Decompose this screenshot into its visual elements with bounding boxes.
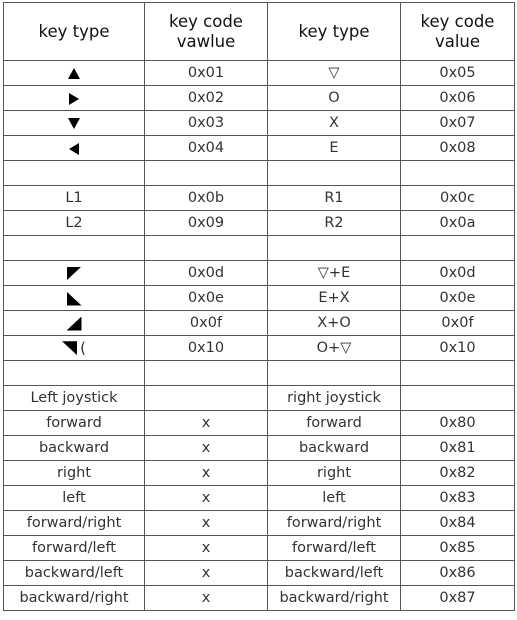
key-code-cell: x: [145, 561, 268, 586]
table-row: [4, 261, 515, 286]
key-type-cell: O: [268, 86, 401, 111]
table-row: [4, 436, 515, 461]
table-row: [4, 511, 515, 536]
key-type-cell: ▽: [268, 61, 401, 86]
blank-cell: [4, 361, 145, 386]
blank-cell: [401, 386, 515, 411]
key-code-cell: 0x06: [401, 86, 515, 111]
header-key-type-left: key type: [4, 3, 145, 61]
key-code-cell: 0x81: [401, 436, 515, 461]
joystick-direction-cell: left: [4, 486, 145, 511]
header-key-code-left: key code vawlue: [145, 3, 268, 61]
header-key-type-right: key type: [268, 3, 401, 61]
key-code-cell: x: [145, 461, 268, 486]
key-type-cell: [4, 136, 145, 161]
key-code-cell: 0x0a: [401, 211, 515, 236]
key-code-cell: 0x0e: [401, 286, 515, 311]
key-code-cell: 0x83: [401, 486, 515, 511]
blank-row: [4, 236, 515, 261]
table-row: [4, 461, 515, 486]
key-type-cell: R1: [268, 186, 401, 211]
joystick-direction-cell: forward: [268, 411, 401, 436]
header-key-code-right: key code value: [401, 3, 515, 61]
key-code-cell: x: [145, 586, 268, 611]
triangle-up-icon: [68, 68, 80, 79]
joystick-direction-cell: forward: [4, 411, 145, 436]
key-code-cell: 0x84: [401, 511, 515, 536]
blank-cell: [401, 361, 515, 386]
blank-cell: [4, 161, 145, 186]
table-row: [4, 311, 515, 336]
joystick-direction-cell: right: [268, 461, 401, 486]
joystick-direction-cell: backward: [268, 436, 401, 461]
blank-cell: [401, 236, 515, 261]
triangle-left-icon: [69, 143, 79, 155]
table-row: [4, 411, 515, 436]
key-code-cell: 0x10: [145, 336, 268, 361]
header-row: [4, 3, 515, 61]
blank-cell: [145, 361, 268, 386]
key-code-cell: 0x0f: [145, 311, 268, 336]
blank-cell: [4, 236, 145, 261]
key-code-cell: x: [145, 436, 268, 461]
key-code-cell: x: [145, 411, 268, 436]
triangle-down-icon: [68, 118, 80, 129]
key-type-cell: [4, 286, 145, 311]
joystick-direction-cell: backward/right: [4, 586, 145, 611]
blank-cell: [268, 236, 401, 261]
key-type-cell: [4, 61, 145, 86]
blank-row: [4, 361, 515, 386]
corner-bottom-right-icon: [67, 317, 82, 331]
key-type-cell: [4, 311, 145, 336]
key-code-cell: 0x01: [145, 61, 268, 86]
key-type-cell: X+O: [268, 311, 401, 336]
joystick-title-row: [4, 386, 515, 411]
joystick-direction-cell: backward: [4, 436, 145, 461]
blank-row: [4, 161, 515, 186]
joystick-direction-cell: backward/left: [4, 561, 145, 586]
key-type-cell: [4, 261, 145, 286]
blank-cell: [145, 161, 268, 186]
table-row: [4, 136, 515, 161]
left-joystick-title: Left joystick: [4, 386, 145, 411]
joystick-direction-cell: forward/left: [4, 536, 145, 561]
key-code-cell: 0x09: [145, 211, 268, 236]
key-type-cell: ▽+E: [268, 261, 401, 286]
table-row: [4, 86, 515, 111]
key-type-cell: E+X: [268, 286, 401, 311]
key-code-cell: 0x0f: [401, 311, 515, 336]
key-code-cell: 0x0c: [401, 186, 515, 211]
key-code-cell: x: [145, 536, 268, 561]
joystick-direction-cell: forward/left: [268, 536, 401, 561]
key-type-cell: R2: [268, 211, 401, 236]
key-code-cell: 0x0e: [145, 286, 268, 311]
blank-cell: [145, 236, 268, 261]
joystick-direction-cell: left: [268, 486, 401, 511]
key-code-cell: 0x86: [401, 561, 515, 586]
key-code-cell: 0x04: [145, 136, 268, 161]
corner-top-right-icon: [62, 341, 77, 355]
table-row: [4, 186, 515, 211]
table-row: [4, 286, 515, 311]
right-joystick-title: right joystick: [268, 386, 401, 411]
key-code-cell: 0x87: [401, 586, 515, 611]
blank-cell: [268, 161, 401, 186]
blank-cell: [401, 161, 515, 186]
key-type-cell: [4, 86, 145, 111]
paren-text: (: [80, 339, 86, 358]
table-row: [4, 111, 515, 136]
key-type-cell: [4, 336, 145, 361]
key-code-table: [3, 2, 515, 611]
key-code-cell: 0x85: [401, 536, 515, 561]
joystick-direction-cell: backward/right: [268, 586, 401, 611]
key-code-cell: 0x0d: [145, 261, 268, 286]
corner-bottom-left-icon: [67, 292, 82, 306]
key-code-cell: 0x0b: [145, 186, 268, 211]
table-row: [4, 561, 515, 586]
key-code-cell: 0x82: [401, 461, 515, 486]
key-code-cell: 0x10: [401, 336, 515, 361]
table-row: [4, 586, 515, 611]
table-row: [4, 211, 515, 236]
table-row: [4, 61, 515, 86]
key-code-cell: 0x07: [401, 111, 515, 136]
joystick-direction-cell: backward/left: [268, 561, 401, 586]
table-row: [4, 536, 515, 561]
key-code-cell: x: [145, 511, 268, 536]
key-code-cell: x: [145, 486, 268, 511]
key-type-cell: O+▽: [268, 336, 401, 361]
key-code-cell: 0x02: [145, 86, 268, 111]
key-type-cell: L2: [4, 211, 145, 236]
joystick-direction-cell: forward/right: [4, 511, 145, 536]
table-row: [4, 486, 515, 511]
key-type-cell: X: [268, 111, 401, 136]
blank-cell: [145, 386, 268, 411]
key-code-cell: 0x80: [401, 411, 515, 436]
table-row: [4, 336, 515, 361]
key-type-cell: L1: [4, 186, 145, 211]
key-code-cell: 0x08: [401, 136, 515, 161]
key-code-cell: 0x03: [145, 111, 268, 136]
joystick-direction-cell: forward/right: [268, 511, 401, 536]
key-code-cell: 0x05: [401, 61, 515, 86]
corner-top-left-icon: [67, 267, 82, 281]
blank-cell: [268, 361, 401, 386]
key-code-cell: 0x0d: [401, 261, 515, 286]
joystick-direction-cell: right: [4, 461, 145, 486]
key-type-cell: E: [268, 136, 401, 161]
triangle-right-icon: [69, 93, 79, 105]
key-type-cell: [4, 111, 145, 136]
